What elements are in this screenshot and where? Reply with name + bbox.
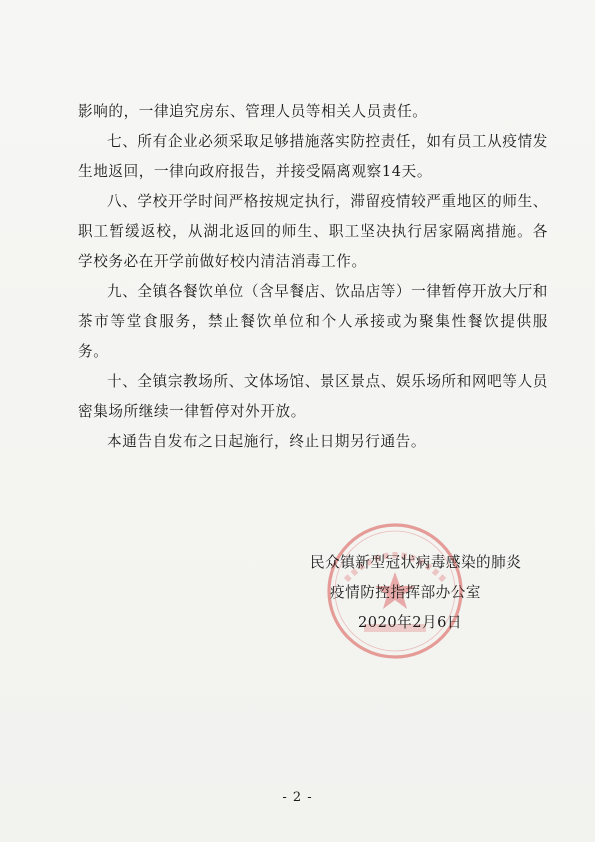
paragraph-effective-notice: 本通告自发布之日起施行，终止日期另行通告。 xyxy=(107,433,427,450)
paragraph-item-7: 七、所有企业必须采取足够措施落实防控责任，如有员工从疫情发生地返回，一律向政府报告，并接受隔离观察14天。 xyxy=(78,133,548,180)
paragraph-item-9: 九、全镇各餐饮单位（含早餐店、饮品店等）一律暂停开放大厅和茶市等堂食服务，禁止餐饮单位和个人承接或为聚集性餐饮提供服务。 xyxy=(78,283,548,360)
document-body xyxy=(78,97,548,457)
issuer-name-line2: 疫情防控指挥部办公室 xyxy=(330,584,481,601)
paragraph-item-8: 八、学校开学时间严格按规定执行，滞留疫情较严重地区的师生、职工暂缓返校，从湖北返回的师生、职工坚决执行居家隔离措施。各学校务必在开学前做好校内清洁消毒工作。 xyxy=(78,193,548,270)
page-number: - 2 - xyxy=(282,790,313,805)
issuer-name-line1: 民众镇新型冠状病毒感染的肺炎 xyxy=(310,554,522,571)
paragraph-continued: 影响的，一律追究房东、管理人员等相关人员责任。 xyxy=(78,103,428,120)
issue-date: 2020年2月6日 xyxy=(358,614,462,631)
issuer-signature-block xyxy=(310,548,560,638)
paragraph-item-10: 十、全镇宗教场所、文体场馆、景区景点、娱乐场所和网吧等人员密集场所继续一律暂停对外开放。 xyxy=(78,373,548,420)
